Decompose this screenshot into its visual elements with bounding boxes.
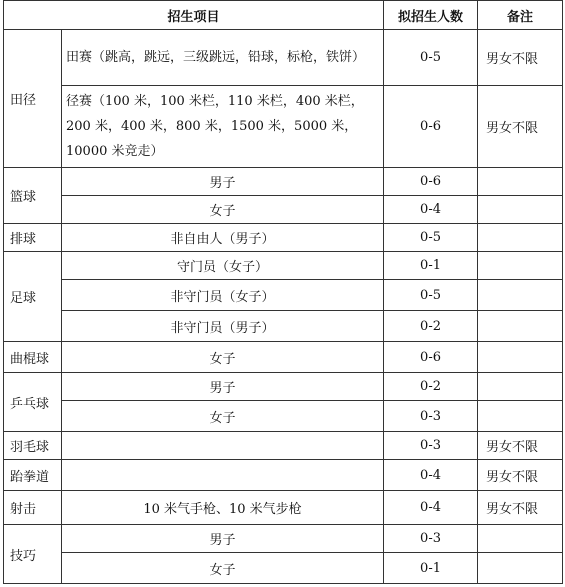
item-football-goalkeeper-female: 守门员（女子） — [62, 252, 384, 280]
remark-empty — [478, 553, 563, 584]
category-shooting: 射击 — [4, 491, 62, 525]
remark-empty — [478, 401, 563, 432]
remark-empty — [478, 525, 563, 553]
count-taekwondo: 0-4 — [384, 460, 478, 491]
table-row — [4, 196, 563, 224]
category-taekwondo: 跆拳道 — [4, 460, 62, 491]
item-skills-male: 男子 — [62, 525, 384, 553]
table-row — [4, 373, 563, 401]
item-football-non-goalkeeper-female: 非守门员（女子） — [62, 280, 384, 311]
table-row — [4, 553, 563, 584]
count-skills-female: 0-1 — [384, 553, 478, 584]
table-header-row — [4, 1, 563, 30]
category-table-tennis: 乒乓球 — [4, 373, 62, 432]
remark-empty — [478, 168, 563, 196]
category-football: 足球 — [4, 252, 62, 342]
item-basketball-female: 女子 — [62, 196, 384, 224]
remark-empty — [478, 342, 563, 373]
remark-track-events: 男女不限 — [478, 86, 563, 168]
table-row — [4, 460, 563, 491]
count-badminton: 0-3 — [384, 432, 478, 460]
item-shooting: 10 米气手枪、10 米气步枪 — [62, 491, 384, 525]
item-track-events: 径赛（100 米，100 米栏，110 米栏，400 米栏，200 米，400 米，800 米，1500 米，5000 米，10000 米竞走） — [62, 86, 384, 168]
count-field-events: 0-5 — [384, 30, 478, 86]
item-taekwondo — [62, 460, 384, 491]
count-table-tennis-male: 0-2 — [384, 373, 478, 401]
item-field-events: 田赛（跳高，跳远，三级跳远，铅球，标枪，铁饼） — [62, 30, 384, 86]
item-football-non-goalkeeper-male: 非守门员（男子） — [62, 311, 384, 342]
table-row — [4, 30, 563, 86]
header-project: 招生项目 — [4, 1, 384, 30]
header-remark: 备注 — [478, 1, 563, 30]
remark-taekwondo: 男女不限 — [478, 460, 563, 491]
category-hockey: 曲棍球 — [4, 342, 62, 373]
count-football-non-goalkeeper-female: 0-5 — [384, 280, 478, 311]
admissions-table — [3, 0, 563, 584]
count-table-tennis-female: 0-3 — [384, 401, 478, 432]
table-row — [4, 86, 563, 168]
count-football-non-goalkeeper-male: 0-2 — [384, 311, 478, 342]
item-badminton — [62, 432, 384, 460]
remark-empty — [478, 224, 563, 252]
count-football-goalkeeper-female: 0-1 — [384, 252, 478, 280]
category-skills: 技巧 — [4, 525, 62, 584]
header-planned-count: 拟招生人数 — [384, 1, 478, 30]
category-basketball: 篮球 — [4, 168, 62, 224]
table-row — [4, 432, 563, 460]
remark-shooting: 男女不限 — [478, 491, 563, 525]
remark-empty — [478, 311, 563, 342]
remark-empty — [478, 252, 563, 280]
table-row — [4, 168, 563, 196]
table-row — [4, 491, 563, 525]
category-track-and-field: 田径 — [4, 30, 62, 168]
item-basketball-male: 男子 — [62, 168, 384, 196]
item-table-tennis-male: 男子 — [62, 373, 384, 401]
count-basketball-female: 0-4 — [384, 196, 478, 224]
remark-empty — [478, 373, 563, 401]
count-track-events: 0-6 — [384, 86, 478, 168]
table-row — [4, 252, 563, 280]
category-volleyball: 排球 — [4, 224, 62, 252]
table-row — [4, 401, 563, 432]
category-badminton: 羽毛球 — [4, 432, 62, 460]
remark-field-events: 男女不限 — [478, 30, 563, 86]
count-shooting: 0-4 — [384, 491, 478, 525]
remark-empty — [478, 280, 563, 311]
remark-empty — [478, 196, 563, 224]
remark-badminton: 男女不限 — [478, 432, 563, 460]
table-row — [4, 342, 563, 373]
count-hockey-female: 0-6 — [384, 342, 478, 373]
table-row — [4, 525, 563, 553]
table-row — [4, 224, 563, 252]
item-hockey-female: 女子 — [62, 342, 384, 373]
count-skills-male: 0-3 — [384, 525, 478, 553]
item-skills-female: 女子 — [62, 553, 384, 584]
item-volleyball-non-libero-male: 非自由人（男子） — [62, 224, 384, 252]
item-table-tennis-female: 女子 — [62, 401, 384, 432]
table-row — [4, 311, 563, 342]
table-row — [4, 280, 563, 311]
count-basketball-male: 0-6 — [384, 168, 478, 196]
count-volleyball: 0-5 — [384, 224, 478, 252]
